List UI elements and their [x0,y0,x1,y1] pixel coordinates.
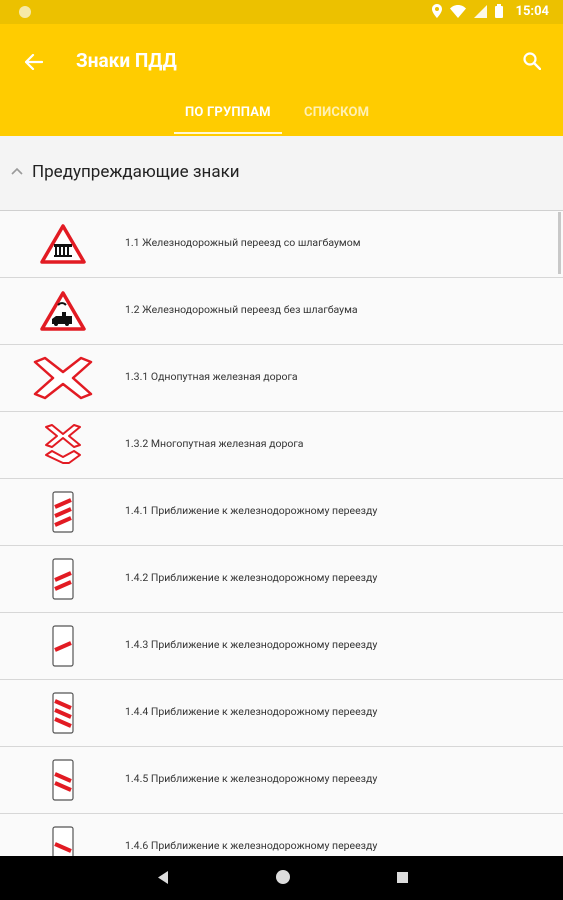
page-title: Знаки ПДД [76,49,177,72]
battery-icon [495,4,503,18]
list-item[interactable] [0,680,563,747]
list-item[interactable] [0,747,563,814]
approach-crossing-two-stripes-left-icon [30,753,96,807]
signal-icon [474,5,487,18]
sign-label: 1.4.4 Приближение к железнодорожному переезду [125,705,378,718]
group-header[interactable] [0,136,563,211]
tab-by-groups[interactable]: ПО ГРУППАМ [185,105,271,120]
scrollbar-thumb[interactable] [558,212,561,274]
sign-label: 1.4.2 Приближение к железнодорожному переезду [125,571,378,584]
railway-crossing-no-barrier-sign-icon [30,284,96,338]
sign-label: 1.1 Железнодорожный переезд со шлагбаумом [125,236,361,249]
railway-crossing-barrier-sign-icon [30,217,96,271]
list-item[interactable] [0,278,563,345]
list-item[interactable] [0,211,563,278]
single-track-railway-sign-icon [30,351,96,405]
list-item[interactable] [0,613,563,680]
multi-track-railway-sign-icon [30,418,96,472]
location-icon [432,4,442,18]
nav-back-icon[interactable] [158,871,168,884]
system-nav-bar [0,856,563,900]
search-icon [523,52,541,70]
notification-icon [19,6,31,18]
sign-label: 1.3.1 Однопутная железная дорога [125,370,298,383]
sign-list[interactable] [0,136,563,856]
status-bar [0,0,563,24]
approach-crossing-one-stripe-left-icon [30,820,96,856]
sign-label: 1.2 Железнодорожный переезд без шлагбаума [125,303,358,316]
sign-label: 1.3.2 Многопутная железная дорога [125,437,304,450]
app-bar [0,24,563,136]
wifi-icon [450,5,466,18]
list-item[interactable] [0,546,563,613]
approach-crossing-three-stripes-right-icon [30,485,96,539]
tab-list[interactable]: СПИСКОМ [304,105,370,120]
chevron-up-icon [10,166,24,176]
nav-recents-icon[interactable] [397,872,408,883]
list-item[interactable] [0,345,563,412]
approach-crossing-three-stripes-left-icon [30,686,96,740]
back-button[interactable] [18,46,50,78]
sign-label: 1.4.5 Приближение к железнодорожному переезду [125,772,378,785]
list-item[interactable] [0,479,563,546]
sign-label: 1.4.1 Приближение к железнодорожному переезду [125,504,378,517]
list-item[interactable] [0,814,563,856]
nav-home-icon[interactable] [276,870,290,884]
arrow-back-icon [25,54,43,70]
group-title: Предупреждающие знаки [32,162,240,182]
status-icons [432,4,503,18]
active-tab-indicator [174,132,282,134]
tab-bar [0,100,563,136]
sign-label: 1.4.3 Приближение к железнодорожному переезду [125,638,378,651]
list-item[interactable] [0,412,563,479]
approach-crossing-one-stripe-right-icon [30,619,96,673]
search-button[interactable] [515,44,549,78]
approach-crossing-two-stripes-right-icon [30,552,96,606]
sign-label: 1.4.6 Приближение к железнодорожному переезду [125,839,378,852]
status-time: 15:04 [515,4,549,19]
